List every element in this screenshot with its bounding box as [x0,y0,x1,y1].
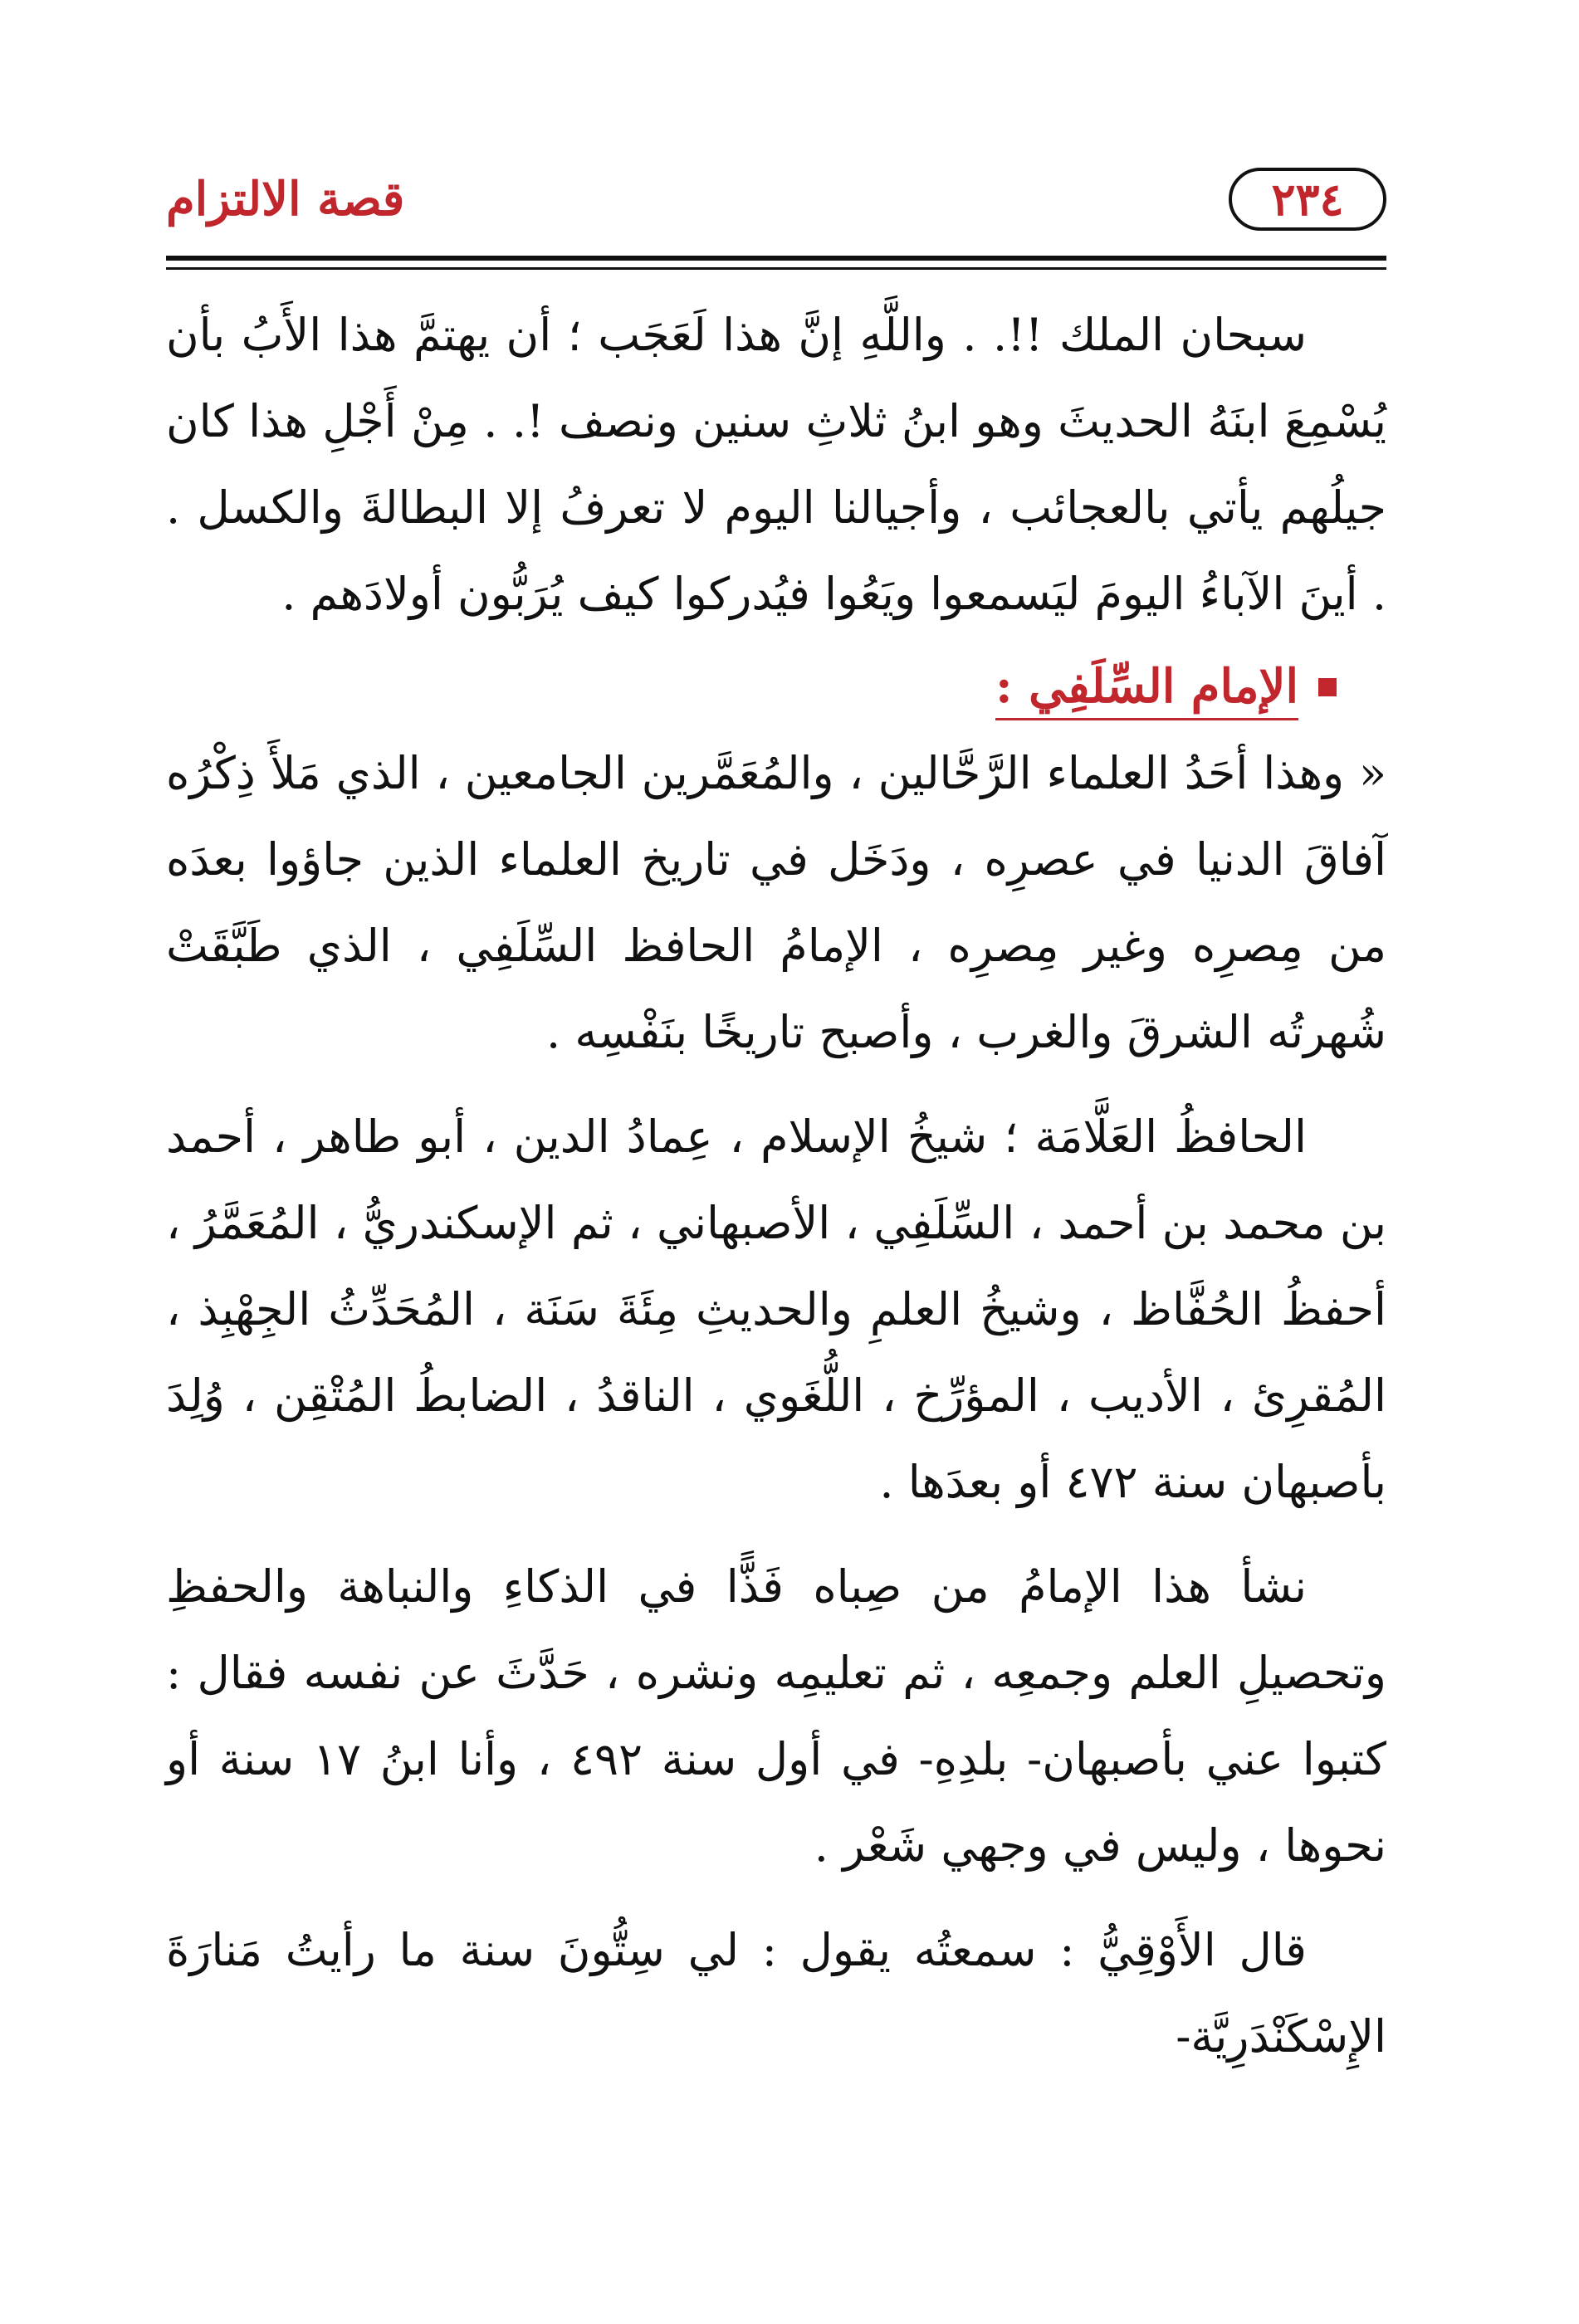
spacer [166,637,1386,644]
paragraph: نشأ هذا الإمامُ من صِباه فَذًّا في الذكاءِ والنباهة والحفظِ وتحصيلِ العلم وجمعِه ، ثم تعليمِه ونشره ، حَدَّثَ عن نفسه فقال : كتبوا عني بأصبهان- بلدِهِ- في أول سنة ٤٩٢ ، وأنا ابنُ ١٧ سنة أو نحوها ، وليس في وجهي شَعْر . [166,1560,1387,1872]
page-number-frame [1229,168,1386,231]
paragraph: الحافظُ العَلَّامَة ؛ شيخُ الإسلام ، عِمادُ الدين ، أبو طاهر ، أحمد بن محمد بن أحمد ، السِّلَفِي ، الأصبهاني ، ثم الإسكندريُّ ، المُعَمَّرُ ، أحفظُ الحُفَّاظ ، وشيخُ العلمِ والحديثِ مِئَةَ سَنَة ، المُحَدِّثُ الجِهْبِذ ، المُقرِئ ، الأديب ، المؤرِّخ ، اللُّغَوي ، الناقدُ ، الضابطُ المُتْقِن ، وُلِدَ بأصبهان سنة ٤٧٢ أو بعدَها . [166,1111,1386,1508]
section-heading [166,644,1386,730]
page-body [166,292,1386,2080]
paragraph: سبحان الملك !!. . واللَّهِ إنَّ هذا لَعَجَب ؛ أن يهتمَّ هذا الأَبُ بأن يُسْمِعَ ابنَهُ الحديثَ وهو ابنُ ثلاثِ سنين ونصف !. . مِنْ أَجْلِ هذا كان جيلُهم يأتي بالعجائب ، وأجيالنا اليوم لا تعرفُ إلا البطالةَ والكسل . . أينَ الآباءُ اليومَ ليَسمعوا ويَعُوا فيُدركوا كيف يُرَبُّون أولادَهم . [166,309,1386,620]
page-header [166,158,1386,249]
paragraph: قال الأَوْقِيُّ : سمعتُه يقول : لي سِتُّونَ سنة ما رأيتُ مَنارَةَ الإِسْكَنْدَرِيَّة- [166,1924,1386,2063]
header-rule-thin [166,267,1386,270]
header-rule-thick [166,256,1386,261]
section-heading-text: الإمام السِّلَفِي : [995,655,1298,720]
square-bullet-icon [1318,678,1337,696]
paragraph: « وهذا أحَدُ العلماء الرَّحَّالين ، والمُعَمَّرين الجامعين ، الذي مَلأَ ذِكْرُه آفاقَ الدنيا في عصرِه ، ودَخَل في تاريخ العلماء الذين جاؤوا بعدَه من مِصرِه وغير مِصرِه ، الإمامُ الحافظ السِّلَفِي ، الذي طَبَّقَتْ شُهرتُه الشرقَ والغرب ، وأصبح تاريخًا بنَفْسِه . [166,747,1386,1058]
running-title: قصة الالتزام [166,172,405,227]
page-number: ٢٣٤ [1271,173,1344,226]
